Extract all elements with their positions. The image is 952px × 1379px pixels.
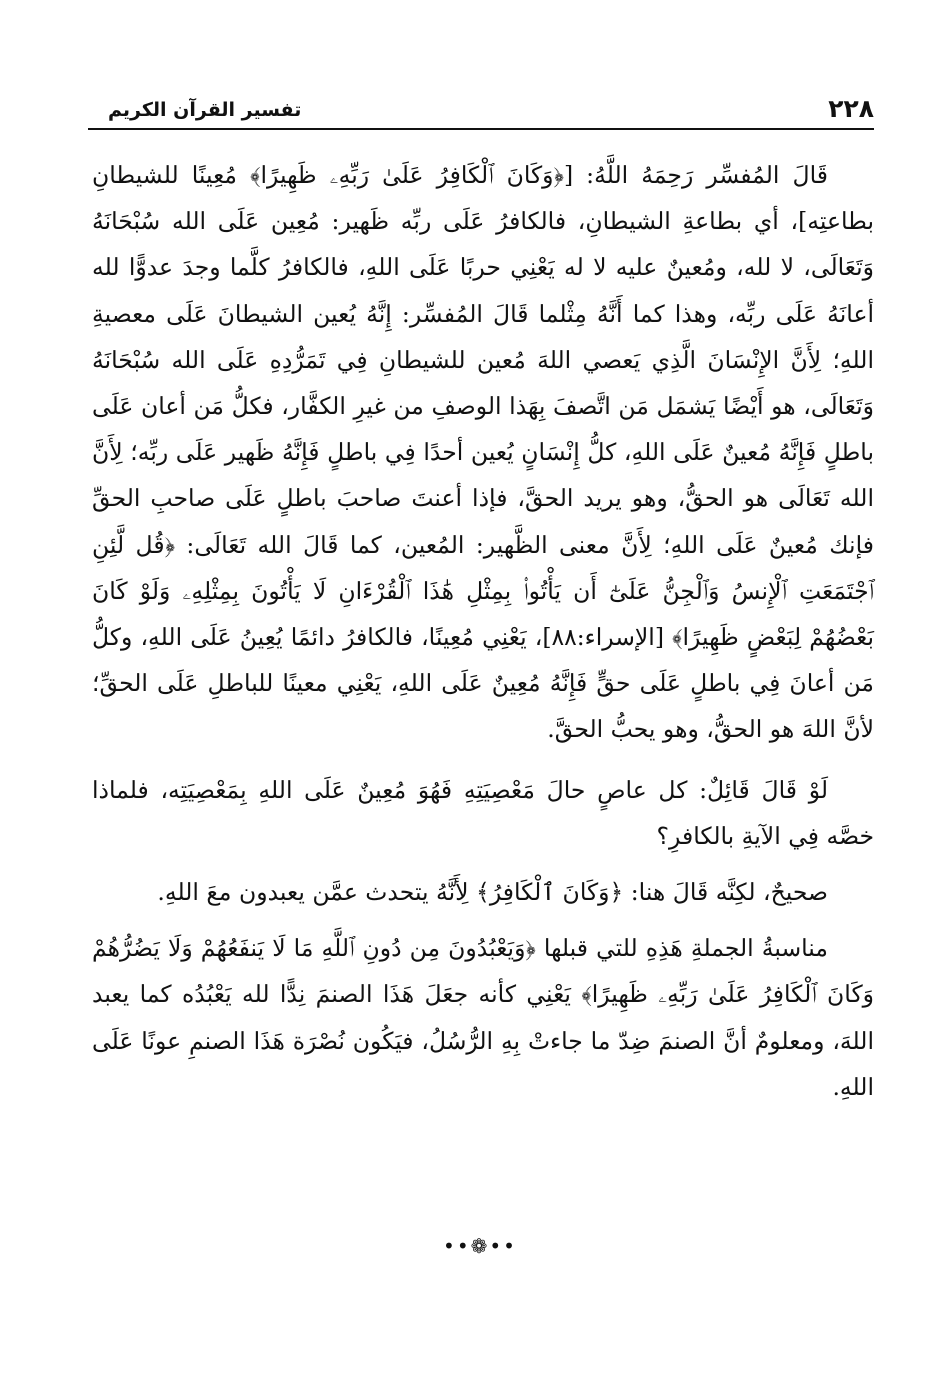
body-text [92, 152, 874, 1124]
page-number: ٢٢٨ [828, 94, 874, 123]
book-title: تفسير القرآن الكريم [108, 99, 302, 121]
paragraph-context: مناسبةُ الجملةِ هَذِهِ للتي قبلها ﴿وَيَعْبُدُونَ مِن دُونِ ٱللَّهِ مَا لَا يَنفَعُهُمْ وَلَا يَضُرُّهُمْ وَكَانَ ٱلْكَافِرُ عَلَىٰ رَبِّهِۦ ظَهِيرًا﴾ يَعْنِي كأنه جعَلَ هَذَا الصنمَ نِدًّا لله يَعْبُدُه كما يعبد اللهَ، ومعلومٌ أنَّ الصنمَ ضِدّ ما جاءتْ بِهِ الرُّسُلُ، فيَكُون نُصْرَة هَذَا الصنمِ عونًا عَلَى اللهِ. [92, 934, 874, 1101]
end-ornament: ••❁•• [443, 1234, 517, 1258]
paragraph-answer: صحيحٌ، لكِنَّه قَالَ هنا: ﴿وَكَانَ ٱلْكَافِرُ﴾ لِأَنَّهُ يتحدث عمَّن يعبدون معَ اللهِ. [157, 878, 828, 907]
page-header [88, 94, 874, 130]
header-divider [88, 128, 874, 130]
paragraph-commentary: قَالَ المُفسِّر رَحِمَهُ اللَّهُ: [﴿وَكَانَ ٱلْكَافِرُ عَلَىٰ رَبِّهِۦ ظَهِيرًا﴾ مُعِينًا للشيطانِ بطاعتِه]، أي بطاعةِ الشيطانِ، فالكافرُ عَلَى ربِّه ظَهير: مُعِين عَلَى الله سُبْحَانَهُ وَتَعَالَى، لا لله، ومُعينٌ عليه لا له يَعْنِي حربًا عَلَى اللهِ، فالكافرُ كلَّما وجدَ عدوًّا لله أعانَهُ عَلَى ربِّه، وهذا كما أَنَّهُ مِثْلما قَالَ المُفسِّر: إِنَّهُ يُعين الشيطانَ عَلَى معصيةِ اللهِ؛ لِأَنَّ الإِنْسَانَ الَّذِي يَعصي اللهَ مُعين للشيطانِ فِي تَمَرُّدِهِ عَلَى الله سُبْحَانَهُ وَتَعَالَى، هو أَيْضًا يَشمَل مَن اتَّصفَ بِهَذا الوصفِ من غيرِ الكفَّار، فكلُّ مَن أعان عَلَى باطلٍ فَإِنَّهُ مُعينٌ عَلَى اللهِ، كلُّ إِنْسَانٍ يُعين أحدًا فِي باطلٍ فَإِنَّهُ ظَهير عَلَى ربِّه؛ لِأَنَّ الله تَعَالَى هو الحقُّ، وهو يريد الحقَّ، فإذا أعنتَ صاحبَ باطلٍ عَلَى صاحبِ الحقِّ فإنك مُعينٌ عَلَى اللهِ؛ لِأَنَّ معنى الظَّهير: المُعين، كما قَالَ الله تَعَالَى: ﴿قُل لَّئِنِ ٱجْتَمَعَتِ ٱلْإِنسُ وَٱلْجِنُّ عَلَىٰٓ أَن يَأْتُوا۟ بِمِثْلِ هَٰذَا ٱلْقُرْءَانِ لَا يَأْتُونَ بِمِثْلِهِۦ وَلَوْ كَانَ بَعْضُهُمْ لِبَعْضٍ ظَهِيرًا﴾ [الإسراء:٨٨]، يَعْنِي مُعِينًا، فالكافرُ دائمًا يُعِينُ عَلَى اللهِ، وكلُّ مَن أعانَ فِي باطلٍ عَلَى حقٍّ فَإِنَّهُ مُعِينٌ عَلَى اللهِ، يَعْنِي معينًا للباطلِ عَلَى الحقِّ؛ لأنَّ اللهَ هو الحقُّ، وهو يحبُّ الحقَّ. [92, 161, 874, 744]
paragraph-question: لَوْ قَالَ قَائِلٌ: كل عاصٍ حالَ مَعْصِيَتِهِ فَهُوَ مُعِينٌ عَلَى اللهِ بِمَعْصِيَتِه، فلماذا خصَّه فِي الآيةِ بالكافرِ؟ [92, 775, 874, 850]
